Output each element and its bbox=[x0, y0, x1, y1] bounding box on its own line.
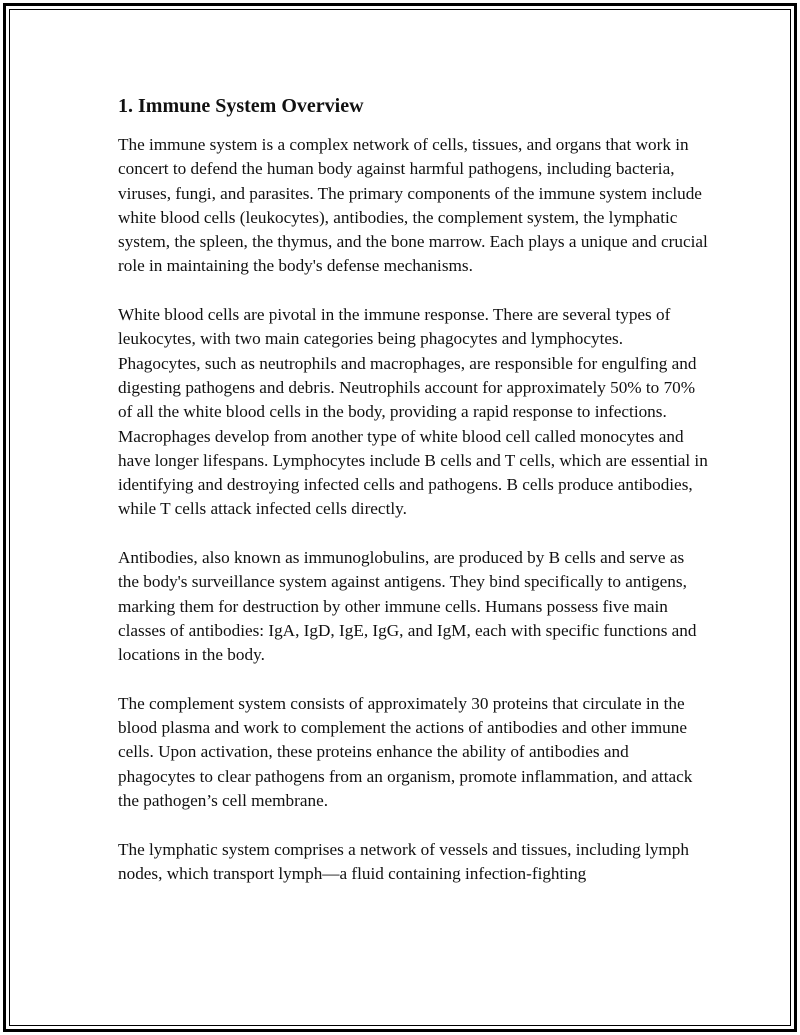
document-body bbox=[118, 93, 708, 911]
paragraph-immune-system-intro: The immune system is a complex network of cells, tissues, and organs that work in concert to defend the human body against harmful pathogens, including bacteria, viruses, fungi, and parasites. The primary components of the immune system include white blood cells (leukocytes), antibodies, the complement system, the lymphatic system, the spleen, the thymus, and the bone marrow. Each plays a unique and crucial role in maintaining the body's defense mechanisms. bbox=[118, 135, 708, 276]
paragraph-white-blood-cells: White blood cells are pivotal in the immune response. There are several types of leukocytes, with two main categories being phagocytes and lymphocytes. Phagocytes, such as neutrophils and macrophages, are responsible for engulfing and digesting pathogens and debris. Neutrophils account for approximately 50% to 70% of all the white blood cells in the body, providing a rapid response to infections. Macrophages develop from another type of white blood cell called monocytes and have longer lifespans. Lymphocytes include B cells and T cells, which are essential in identifying and destroying infected cells and pathogens. B cells produce antibodies, while T cells attack infected cells directly. bbox=[118, 305, 708, 519]
paragraph-antibodies: Antibodies, also known as immunoglobulins, are produced by B cells and serve as the body's surveillance system against antigens. They bind specifically to antigens, marking them for destruction by other immune cells. Humans possess five main classes of antibodies: IgA, IgD, IgE, IgG, and IgM, each with specific functions and locations in the body. bbox=[118, 548, 697, 665]
paragraph-complement-system: The complement system consists of approximately 30 proteins that circulate in the blood plasma and work to complement the actions of antibodies and other immune cells. Upon activation, these proteins enhance the ability of antibodies and phagocytes to clear pathogens from an organism, promote inflammation, and attack the pathogen’s cell membrane. bbox=[118, 693, 693, 811]
paragraph-lymphatic-system: The lymphatic system comprises a network of vessels and tissues, including lymph nodes, which transport lymph—a fluid containing infection-fighting bbox=[118, 839, 689, 883]
section-title: 1. Immune System Overview bbox=[118, 95, 364, 117]
